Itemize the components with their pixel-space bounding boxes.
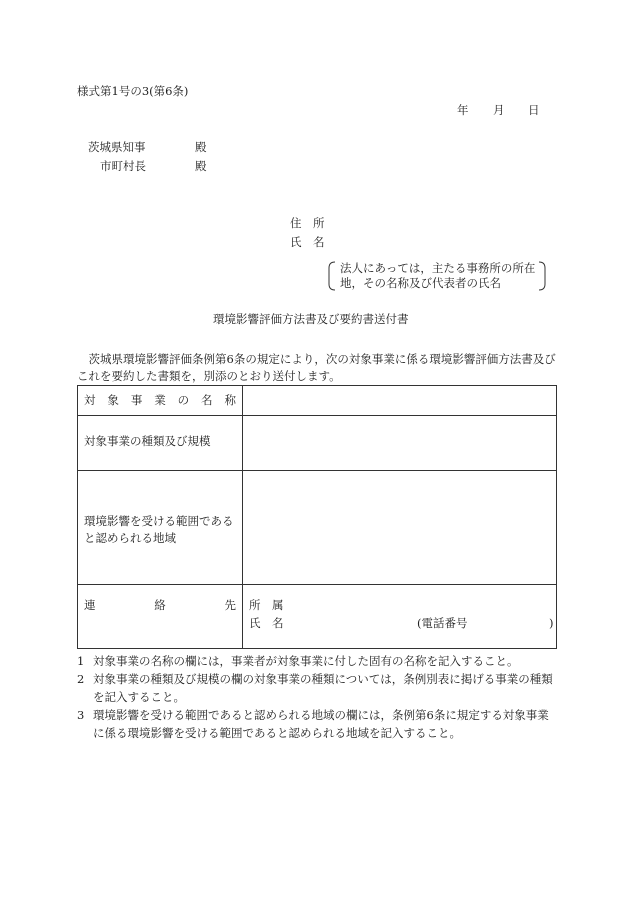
contact-field[interactable] (243, 585, 557, 649)
addressee-mayor: 市町村長 (100, 159, 146, 173)
label-project-type-text: 対象事業の種類及び規模 (84, 434, 211, 448)
date-day: 日 (528, 103, 540, 117)
label-contact-char: 先 (224, 598, 236, 612)
contact-phone-close: ) (549, 616, 554, 630)
corporate-note-line-1: 法人にあっては，主たる事務所の所在 (340, 261, 536, 275)
label-project-type (78, 416, 243, 471)
label-contact (78, 585, 243, 649)
project-type-field[interactable] (243, 416, 557, 471)
note-number: 1 (77, 654, 85, 668)
table-row-affected-area (78, 471, 557, 585)
contact-phone-label: (電話番号 (417, 616, 468, 630)
sender-address-label: 住 所 (290, 216, 325, 230)
corporate-note-line-2: 地，その名称及び代表者の氏名 (340, 276, 501, 290)
note-text: 環境影響を受ける範囲であると認められる地域の欄には，条例第6条に規定する対象事業に係る環境影響を受ける範囲であると認められる地域を記入すること。 (93, 708, 549, 740)
form-number: 様式第1号の3(第6条) (77, 84, 189, 98)
table-row-contact (78, 585, 557, 649)
label-project-name-char: 称 (224, 393, 236, 407)
label-contact-char: 絡 (154, 598, 166, 612)
label-project-name-char: 象 (107, 393, 119, 407)
label-project-name-char: 業 (154, 393, 166, 407)
note-item (77, 670, 559, 706)
addressee-honorific-2: 殿 (195, 159, 207, 173)
note-item (77, 652, 559, 670)
project-table (77, 385, 557, 649)
note-text: 対象事業の種類及び規模の欄の対象事業の種類については，条例別表に掲げる事業の種類を記入すること。 (93, 672, 553, 704)
label-project-name-char: 名 (201, 393, 213, 407)
addressee-governor: 茨城県知事 (88, 140, 146, 154)
label-affected-area-text: 環境影響を受ける範囲であると認められる地域 (84, 514, 234, 545)
label-project-name-char: の (177, 393, 190, 407)
label-contact-char: 連 (84, 598, 96, 612)
notes-list (77, 652, 559, 742)
contact-name-label: 氏 名 (249, 616, 284, 630)
contact-affiliation-label: 所 属 (249, 598, 284, 612)
date-month: 月 (493, 103, 505, 117)
label-project-name-char: 対 (84, 393, 96, 407)
date-year: 年 (457, 103, 469, 117)
note-number: 3 (77, 708, 85, 722)
label-project-name-char: 事 (130, 393, 143, 407)
table-row-project-name (78, 386, 557, 416)
note-text: 対象事業の名称の欄には，事業者が対象事業に付した固有の名称を記入すること。 (93, 654, 519, 668)
document-title: 環境影響評価方法書及び要約書送付書 (213, 312, 409, 326)
project-name-field[interactable] (243, 386, 557, 416)
label-affected-area (78, 471, 243, 585)
intro-paragraph: 茨城県環境影響評価条例第6条の規定により，次の対象事業に係る環境影響評価方法書及びこれを要約した書類を，別添のとおり送付します。 (77, 352, 556, 383)
addressee-honorific-1: 殿 (195, 140, 207, 154)
table-row-project-type (78, 416, 557, 471)
note-item (77, 706, 559, 742)
sender-name-label: 氏 名 (290, 235, 325, 249)
note-number: 2 (77, 672, 85, 686)
corporate-note-bracket (326, 261, 548, 291)
label-project-name (78, 386, 243, 416)
affected-area-field[interactable] (243, 471, 557, 585)
